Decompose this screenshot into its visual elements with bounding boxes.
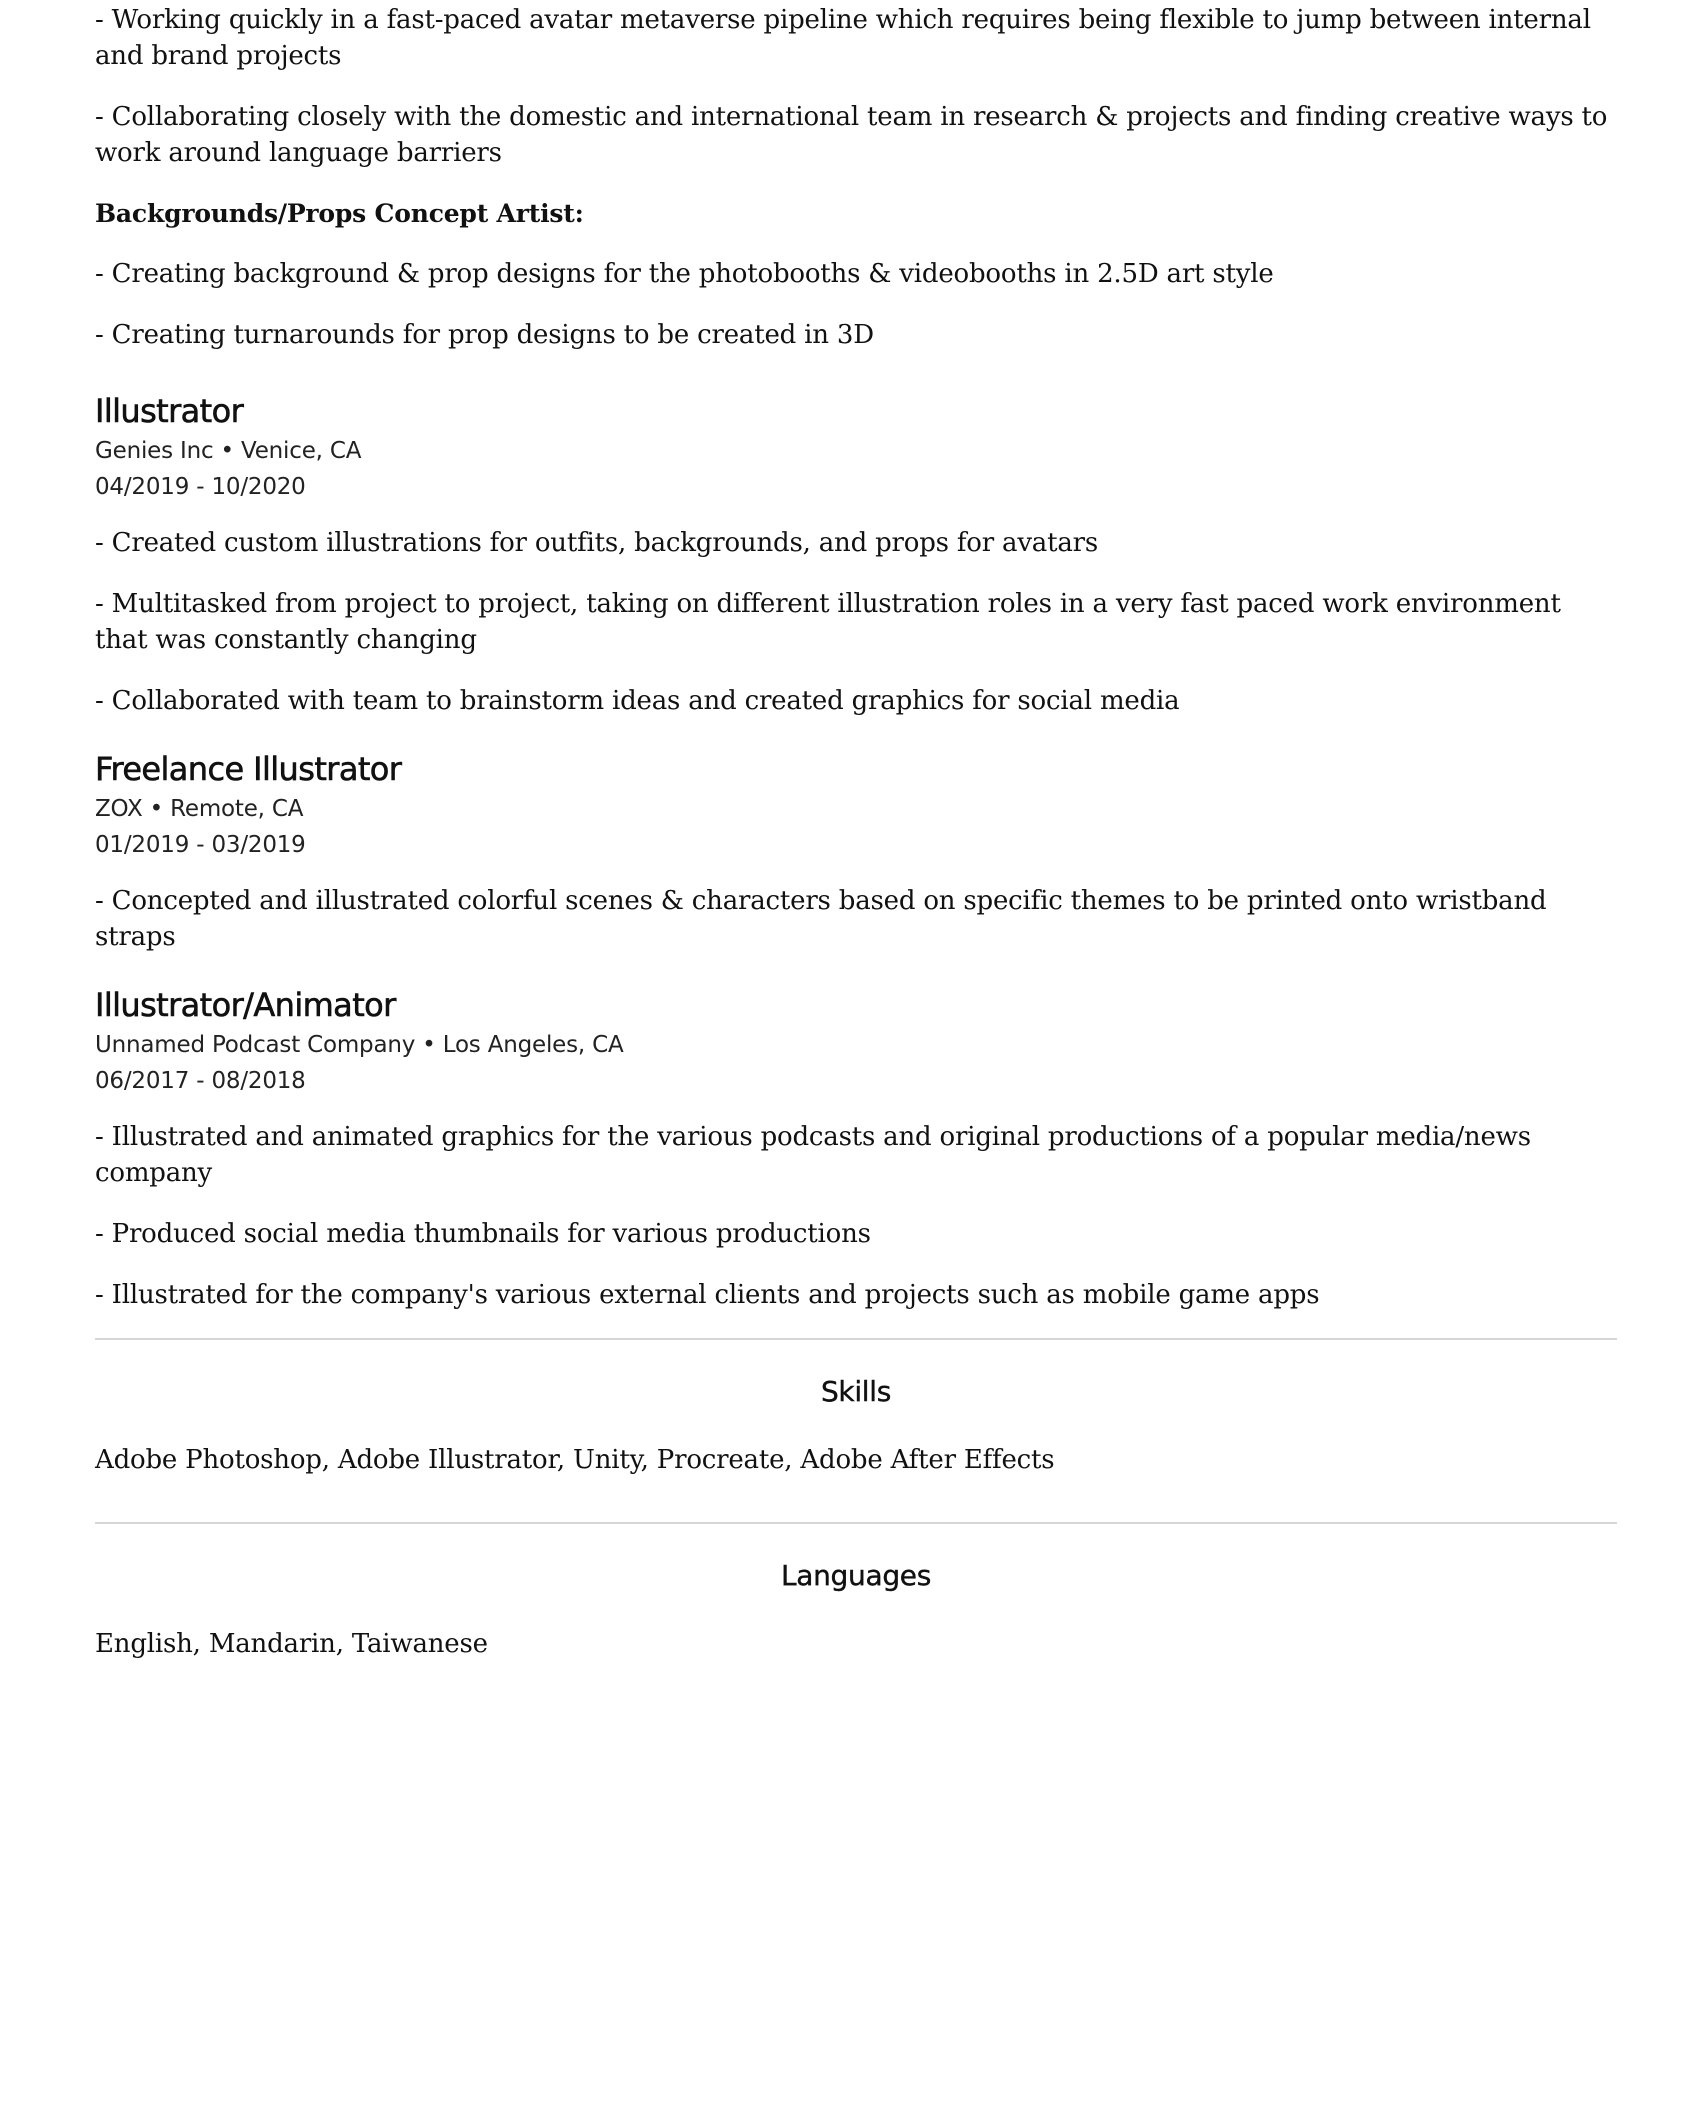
job-bullet: - Produced social media thumbnails for various productions bbox=[95, 1219, 871, 1249]
job-title: Freelance Illustrator bbox=[95, 750, 402, 788]
job-company-location: Unnamed Podcast Company • Los Angeles, CA bbox=[95, 1032, 624, 1058]
subsection-title: Backgrounds/Props Concept Artist: bbox=[95, 199, 584, 228]
job-entry bbox=[95, 749, 1617, 955]
job-bullet: - Illustrated and animated graphics for the various podcasts and original productions of a popular media/news company bbox=[95, 1122, 1531, 1188]
subsection-bullet-2: - Creating turnarounds for prop designs to be created in 3D bbox=[95, 320, 874, 350]
job-bullet: - Collaborated with team to brainstorm ideas and created graphics for social media bbox=[95, 686, 1180, 716]
job-bullet: - Concepted and illustrated colorful scenes & characters based on specific themes to be printed onto wristband straps bbox=[95, 886, 1547, 952]
job-bullet: - Illustrated for the company's various external clients and projects such as mobile game apps bbox=[95, 1280, 1320, 1310]
skills-text: Adobe Photoshop, Adobe Illustrator, Unity, Procreate, Adobe After Effects bbox=[95, 1445, 1055, 1475]
job-bullet: - Multitasked from project to project, taking on different illustration roles in a very fast paced work environment that was constantly changing bbox=[95, 589, 1561, 655]
intro-bullet-2: - Collaborating closely with the domestic and international team in research & projects and finding creative ways to work around language barriers bbox=[95, 102, 1608, 168]
subsection-bullet-1: - Creating background & prop designs for the photobooths & videobooths in 2.5D art style bbox=[95, 259, 1274, 289]
job-title: Illustrator/Animator bbox=[95, 986, 396, 1024]
languages-text: English, Mandarin, Taiwanese bbox=[95, 1629, 488, 1659]
job-dates: 04/2019 - 10/2020 bbox=[95, 474, 306, 500]
job-dates: 06/2017 - 08/2018 bbox=[95, 1068, 306, 1094]
job-dates: 01/2019 - 03/2019 bbox=[95, 832, 306, 858]
intro-bullet-1: - Working quickly in a fast-paced avatar metaverse pipeline which requires being flexible to jump between internal and brand projects bbox=[95, 5, 1591, 71]
job-title: Illustrator bbox=[95, 392, 244, 430]
job-company-location: ZOX • Remote, CA bbox=[95, 796, 304, 822]
section-divider bbox=[95, 1338, 1617, 1340]
job-entry bbox=[95, 391, 1617, 719]
resume-page bbox=[95, 0, 1617, 1662]
job-entry bbox=[95, 985, 1617, 1313]
skills-heading: Skills bbox=[820, 1375, 892, 1408]
job-bullet: - Created custom illustrations for outfits, backgrounds, and props for avatars bbox=[95, 528, 1099, 558]
section-divider bbox=[95, 1522, 1617, 1524]
languages-heading: Languages bbox=[780, 1559, 932, 1592]
job-company-location: Genies Inc • Venice, CA bbox=[95, 438, 362, 464]
